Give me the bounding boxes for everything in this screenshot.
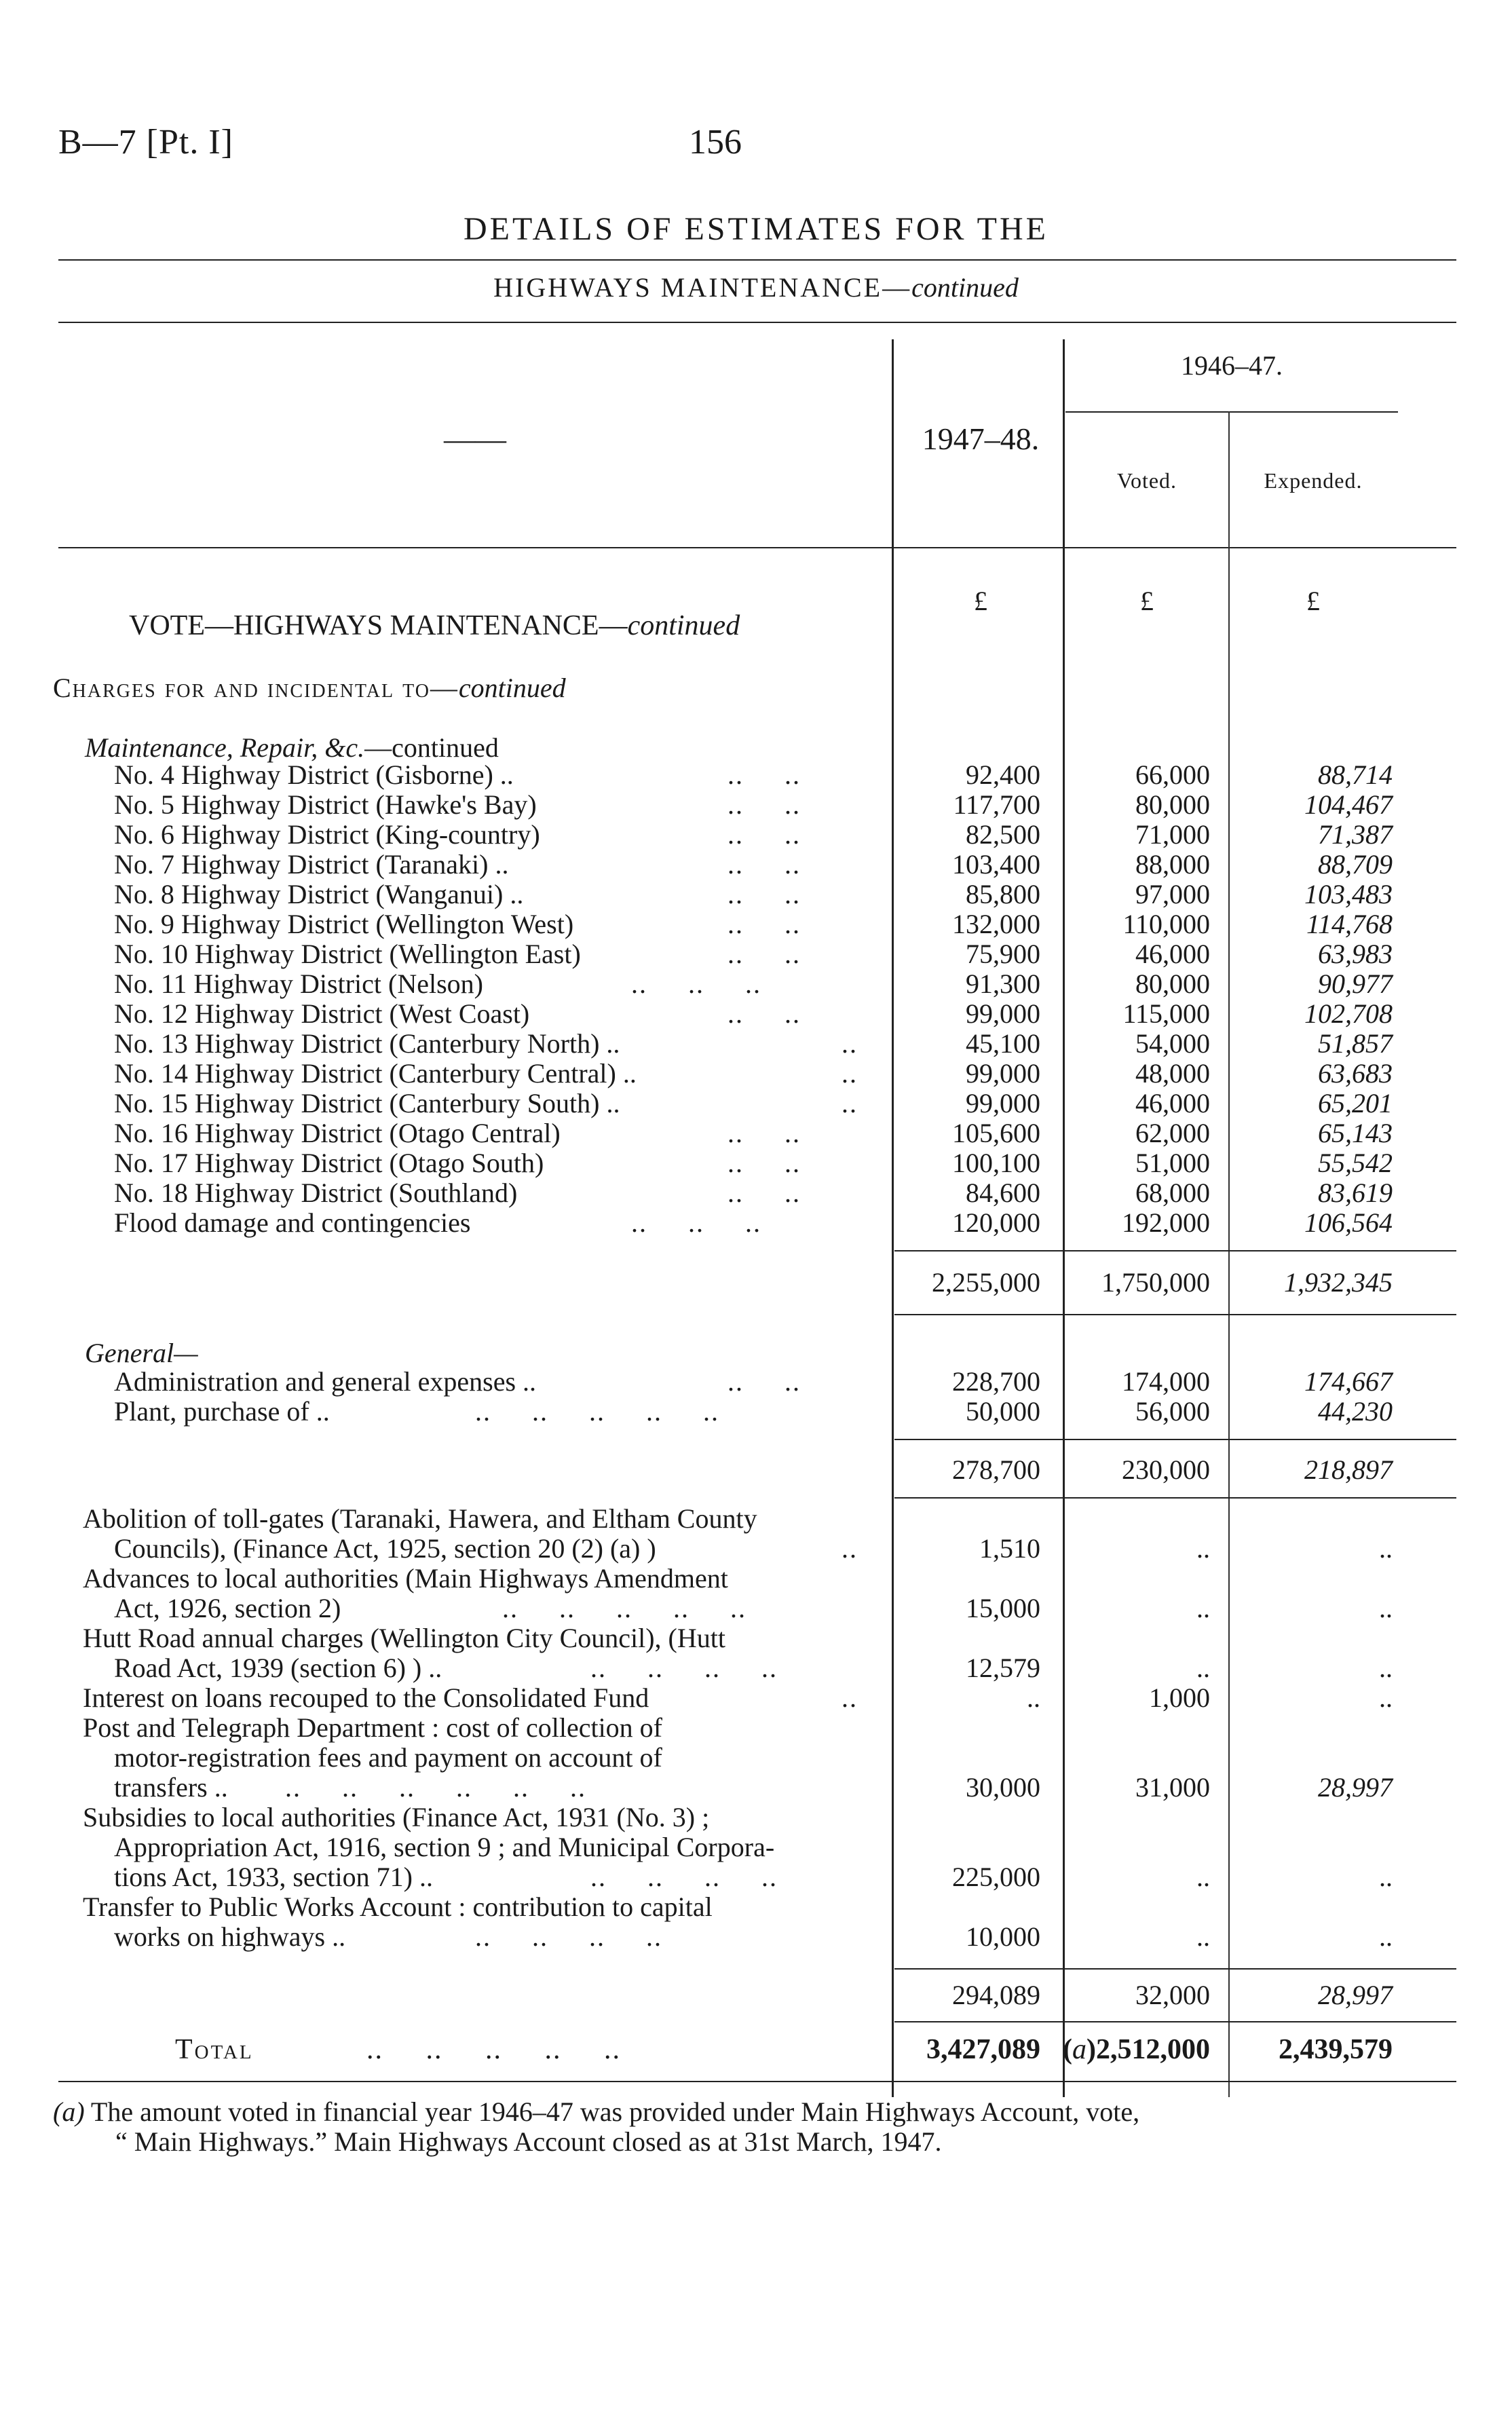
row-label: No. 17 Highway District (Otago South) <box>114 1148 544 1178</box>
unit-col3: £ <box>1306 586 1320 616</box>
item-text: Councils), (Finance Act, 1925, section 20 (2) (a) ) <box>114 1533 656 1564</box>
list-item <box>0 1773 1512 1803</box>
value-expended: 88,714 <box>1318 759 1393 790</box>
value-voted: 88,000 <box>1135 849 1210 880</box>
value-expended: 65,201 <box>1318 1088 1393 1118</box>
item-text: transfers .. <box>114 1772 228 1803</box>
leader-dots: .. .. <box>727 1366 801 1397</box>
list-item <box>0 1623 1512 1653</box>
charges-heading: Charges for and incidental to—continued <box>53 673 566 703</box>
value-1947-48: 120,000 <box>952 1207 1040 1238</box>
value-voted: 46,000 <box>1135 1088 1210 1118</box>
value-1947-48: 99,000 <box>966 1058 1040 1089</box>
list-item <box>0 1743 1512 1773</box>
value-1947-48: 45,100 <box>966 1028 1040 1059</box>
value-voted: 115,000 <box>1122 998 1210 1029</box>
document-code: B—7 [Pt. I] <box>58 123 233 162</box>
subtotal-voted: 1,750,000 <box>1101 1267 1210 1298</box>
table-row <box>0 880 1512 909</box>
table-row <box>0 1178 1512 1208</box>
value-expended: 55,542 <box>1318 1148 1393 1178</box>
value-1947-48: 99,000 <box>966 1088 1040 1118</box>
row-label: No. 13 Highway District (Canterbury North) .. <box>114 1028 620 1059</box>
value-1947-48: 103,400 <box>952 849 1040 880</box>
leader-dots: .. .. <box>727 819 801 850</box>
value-1947-48: 228,700 <box>952 1366 1040 1397</box>
period-rule <box>1065 411 1398 413</box>
table-row <box>0 1089 1512 1118</box>
table-row <box>0 1397 1512 1427</box>
leader-dots: .. .. <box>727 1118 801 1148</box>
total-expended: 2,439,579 <box>1279 2034 1393 2065</box>
leader-dots: .. .. <box>727 789 801 820</box>
value-1947-48: 117,700 <box>953 789 1040 820</box>
list-item <box>0 1653 1512 1683</box>
value-expended: .. <box>1379 1533 1393 1564</box>
leader-dots: .. <box>842 1682 858 1713</box>
row-label: No. 6 Highway District (King-country) <box>114 819 540 850</box>
header-bottom-rule <box>58 547 1456 548</box>
value-1947-48: 92,400 <box>966 759 1040 790</box>
item-text: Subsidies to local authorities (Finance Act, 1931 (No. 3) ; <box>83 1802 710 1832</box>
leader-dots: .. <box>842 1028 858 1059</box>
subtotal-rule <box>894 1497 1456 1499</box>
value-voted: 192,000 <box>1122 1207 1210 1238</box>
column-1946-47-heading: 1946–47. <box>1181 350 1283 381</box>
list-item <box>0 1564 1512 1594</box>
unit-col2: £ <box>1140 586 1154 616</box>
table-bottom-rule <box>58 2081 1456 2082</box>
total-row <box>0 2035 1512 2065</box>
subtotal-expended: 1,932,345 <box>1284 1267 1393 1298</box>
leader-dots: .. .. .. .. <box>475 1921 662 1952</box>
subtotal-voted: 230,000 <box>1122 1454 1210 1485</box>
value-voted: 71,000 <box>1135 819 1210 850</box>
value-voted: .. <box>1196 1921 1210 1952</box>
table-row <box>0 939 1512 969</box>
item-text: Transfer to Public Works Account : contribution to capital <box>83 1891 713 1922</box>
value-1947-48: 1,510 <box>979 1533 1040 1564</box>
leader-dots: .. .. <box>727 939 801 969</box>
page-title: DETAILS OF ESTIMATES FOR THE <box>464 211 1048 247</box>
value-expended: 103,483 <box>1304 879 1393 909</box>
table-row <box>0 1059 1512 1089</box>
subtotal-expended: 218,897 <box>1304 1454 1393 1485</box>
table-row <box>0 760 1512 790</box>
column-1947-48-heading: 1947–48. <box>922 421 1040 456</box>
value-expended: 104,467 <box>1304 789 1393 820</box>
total-1947-48: 3,427,089 <box>926 2034 1040 2065</box>
page-number: 156 <box>689 123 742 162</box>
value-voted: 48,000 <box>1135 1058 1210 1089</box>
leader-dots: .. .. .. .. <box>590 1862 778 1892</box>
expended-heading: Expended. <box>1264 468 1363 493</box>
value-1947-48: 100,100 <box>952 1148 1040 1178</box>
value-voted: 97,000 <box>1135 879 1210 909</box>
row-label: No. 4 Highway District (Gisborne) .. <box>114 759 514 790</box>
table-row <box>0 969 1512 999</box>
general-heading: General— <box>85 1338 198 1368</box>
value-1947-48: 91,300 <box>966 968 1040 999</box>
value-expended: 90,977 <box>1318 968 1393 999</box>
value-expended: 51,857 <box>1318 1028 1393 1059</box>
value-voted: 80,000 <box>1135 968 1210 999</box>
leader-dots: .. <box>842 1058 858 1089</box>
leader-dots: .. .. <box>727 1148 801 1178</box>
subtotal-rule <box>894 1968 1456 1970</box>
row-label: No. 9 Highway District (Wellington West) <box>114 909 574 939</box>
item-text: tions Act, 1933, section 71) .. <box>114 1862 433 1892</box>
value-1947-48: .. <box>1027 1682 1040 1713</box>
footnote-text-continued: “ Main Highways.” Main Highways Account closed as at 31st March, 1947. <box>115 2126 942 2157</box>
value-1947-48: 10,000 <box>966 1921 1040 1952</box>
value-expended: 71,387 <box>1318 819 1393 850</box>
leader-dots: .. <box>842 1088 858 1118</box>
item-text: Advances to local authorities (Main Highways Amendment <box>83 1563 728 1594</box>
item-text: motor-registration fees and payment on account of <box>114 1742 662 1773</box>
maintenance-heading: Maintenance, Repair, &c.—continued <box>85 732 499 763</box>
item-text: Hutt Road annual charges (Wellington City Council), (Hutt <box>83 1623 725 1653</box>
table-row <box>0 850 1512 880</box>
row-label: No. 7 Highway District (Taranaki) .. <box>114 849 509 880</box>
list-item <box>0 1534 1512 1564</box>
table-row <box>0 1148 1512 1178</box>
table-row <box>0 999 1512 1029</box>
value-expended: 63,683 <box>1318 1058 1393 1089</box>
subtotal-rule <box>894 2021 1456 2022</box>
row-label: No. 16 Highway District (Otago Central) <box>114 1118 561 1148</box>
leader-dots: .. .. .. .. .. <box>366 2034 621 2065</box>
leader-dots: .. .. <box>727 909 801 939</box>
subtotal-expended: 28,997 <box>1318 1980 1393 2010</box>
value-expended: .. <box>1379 1682 1393 1713</box>
table-row <box>0 1367 1512 1397</box>
value-voted: 51,000 <box>1135 1148 1210 1178</box>
subtotal-1947-48: 294,089 <box>952 1980 1040 2010</box>
row-label: Flood damage and contingencies <box>114 1207 471 1238</box>
table-row <box>0 1029 1512 1059</box>
list-item <box>0 1594 1512 1623</box>
voted-heading: Voted. <box>1116 468 1177 493</box>
value-1947-48: 82,500 <box>966 819 1040 850</box>
value-voted: 110,000 <box>1122 909 1210 939</box>
value-voted: .. <box>1196 1653 1210 1683</box>
value-expended: 174,667 <box>1304 1366 1393 1397</box>
subtotal-rule <box>894 1439 1456 1440</box>
value-1947-48: 30,000 <box>966 1772 1040 1803</box>
value-expended: 88,709 <box>1318 849 1393 880</box>
leader-dots: .. .. <box>727 1178 801 1208</box>
value-voted: 68,000 <box>1135 1178 1210 1208</box>
value-1947-48: 105,600 <box>952 1118 1040 1148</box>
leader-dots: .. <box>842 1533 858 1564</box>
item-text: Appropriation Act, 1916, section 9 ; and Municipal Corpora- <box>114 1832 775 1862</box>
item-text: Abolition of toll-gates (Taranaki, Hawera, and Eltham County <box>83 1503 757 1534</box>
vote-heading: VOTE—HIGHWAYS MAINTENANCE—continued <box>129 610 740 641</box>
item-text: Interest on loans recouped to the Consolidated Fund <box>83 1682 649 1713</box>
value-expended: 83,619 <box>1318 1178 1393 1208</box>
value-1947-48: 99,000 <box>966 998 1040 1029</box>
value-voted: 66,000 <box>1135 759 1210 790</box>
table-row <box>0 790 1512 820</box>
footnote-mark: (a) <box>53 2096 85 2127</box>
list-item <box>0 1803 1512 1832</box>
value-voted: .. <box>1196 1533 1210 1564</box>
subtotal-voted: 32,000 <box>1135 1980 1210 2010</box>
leader-dots: .. .. .. .. .. .. <box>285 1772 586 1803</box>
list-item <box>0 1892 1512 1922</box>
row-label: Administration and general expenses .. <box>114 1366 537 1397</box>
value-expended: 106,564 <box>1304 1207 1393 1238</box>
other-subtotal-row <box>0 1980 1512 2010</box>
list-item <box>0 1504 1512 1534</box>
value-voted: 56,000 <box>1135 1396 1210 1427</box>
value-voted: 80,000 <box>1135 789 1210 820</box>
row-label: No. 8 Highway District (Wanganui) .. <box>114 879 524 909</box>
total-voted: (a)2,512,000 <box>1063 2034 1210 2065</box>
value-voted: 54,000 <box>1135 1028 1210 1059</box>
subtotal-rule <box>894 1314 1456 1315</box>
label-column-dash: —— <box>444 421 506 456</box>
row-label: No. 10 Highway District (Wellington East) <box>114 939 581 969</box>
value-expended: 102,708 <box>1304 998 1393 1029</box>
value-voted: 62,000 <box>1135 1118 1210 1148</box>
table-row <box>0 1118 1512 1148</box>
general-subtotal-row <box>0 1455 1512 1485</box>
leader-dots: .. .. <box>727 998 801 1029</box>
value-expended: .. <box>1379 1921 1393 1952</box>
row-label: No. 18 Highway District (Southland) <box>114 1178 518 1208</box>
value-voted: .. <box>1196 1593 1210 1623</box>
item-text: Road Act, 1939 (section 6) ) .. <box>114 1653 442 1683</box>
footnote <box>53 2097 1410 2157</box>
table-row <box>0 820 1512 850</box>
footnote-text: The amount voted in financial year 1946–47 was provided under Main Highways Account, vote, <box>90 2096 1140 2127</box>
value-expended: 65,143 <box>1318 1118 1393 1148</box>
subtotal-1947-48: 278,700 <box>952 1454 1040 1485</box>
unit-col1: £ <box>974 586 987 616</box>
leader-dots: .. .. .. .. <box>590 1653 778 1683</box>
value-voted: 31,000 <box>1135 1772 1210 1803</box>
value-1947-48: 84,600 <box>966 1178 1040 1208</box>
value-expended: 63,983 <box>1318 939 1393 969</box>
total-label: Total <box>175 2034 254 2065</box>
value-1947-48: 15,000 <box>966 1593 1040 1623</box>
value-1947-48: 225,000 <box>952 1862 1040 1892</box>
list-item <box>0 1922 1512 1952</box>
value-1947-48: 12,579 <box>966 1653 1040 1683</box>
value-expended: 114,768 <box>1306 909 1393 939</box>
row-label: No. 14 Highway District (Canterbury Central) .. <box>114 1058 637 1089</box>
value-voted: 1,000 <box>1149 1682 1210 1713</box>
row-label: No. 15 Highway District (Canterbury South) .. <box>114 1088 620 1118</box>
value-voted: .. <box>1196 1862 1210 1892</box>
item-text: Post and Telegraph Department : cost of collection of <box>83 1712 663 1743</box>
list-item <box>0 1862 1512 1892</box>
section-title: HIGHWAYS MAINTENANCE—continued <box>493 272 1019 303</box>
list-item <box>0 1832 1512 1862</box>
value-1947-48: 75,900 <box>966 939 1040 969</box>
row-label: No. 5 Highway District (Hawke's Bay) <box>114 789 537 820</box>
value-1947-48: 50,000 <box>966 1396 1040 1427</box>
row-label: No. 11 Highway District (Nelson) <box>114 968 483 999</box>
leader-dots: .. .. <box>727 879 801 909</box>
list-item <box>0 1683 1512 1713</box>
leader-dots: .. .. <box>727 849 801 880</box>
value-voted: 46,000 <box>1135 939 1210 969</box>
value-expended: .. <box>1379 1653 1393 1683</box>
subtotal-rule <box>894 1250 1456 1251</box>
leader-dots: .. .. .. <box>631 968 761 999</box>
value-expended: 28,997 <box>1318 1772 1393 1803</box>
value-expended: 44,230 <box>1318 1396 1393 1427</box>
title-rule <box>58 259 1456 261</box>
maintenance-subtotal-row <box>0 1268 1512 1298</box>
value-voted: 174,000 <box>1122 1366 1210 1397</box>
value-1947-48: 132,000 <box>952 909 1040 939</box>
value-1947-48: 85,800 <box>966 879 1040 909</box>
table-row <box>0 909 1512 939</box>
leader-dots: .. .. .. .. .. <box>475 1396 719 1427</box>
leader-dots: .. .. <box>727 759 801 790</box>
subtotal-1947-48: 2,255,000 <box>932 1267 1040 1298</box>
header-top-rule <box>58 322 1456 323</box>
leader-dots: .. .. .. <box>631 1207 761 1238</box>
item-text: works on highways .. <box>114 1921 346 1952</box>
row-label: No. 12 Highway District (West Coast) <box>114 998 530 1029</box>
leader-dots: .. .. .. .. .. <box>502 1593 746 1623</box>
row-label: Plant, purchase of .. <box>114 1396 330 1427</box>
table-row <box>0 1208 1512 1238</box>
value-expended: .. <box>1379 1862 1393 1892</box>
item-text: Act, 1926, section 2) <box>114 1593 341 1623</box>
list-item <box>0 1713 1512 1743</box>
value-expended: .. <box>1379 1593 1393 1623</box>
